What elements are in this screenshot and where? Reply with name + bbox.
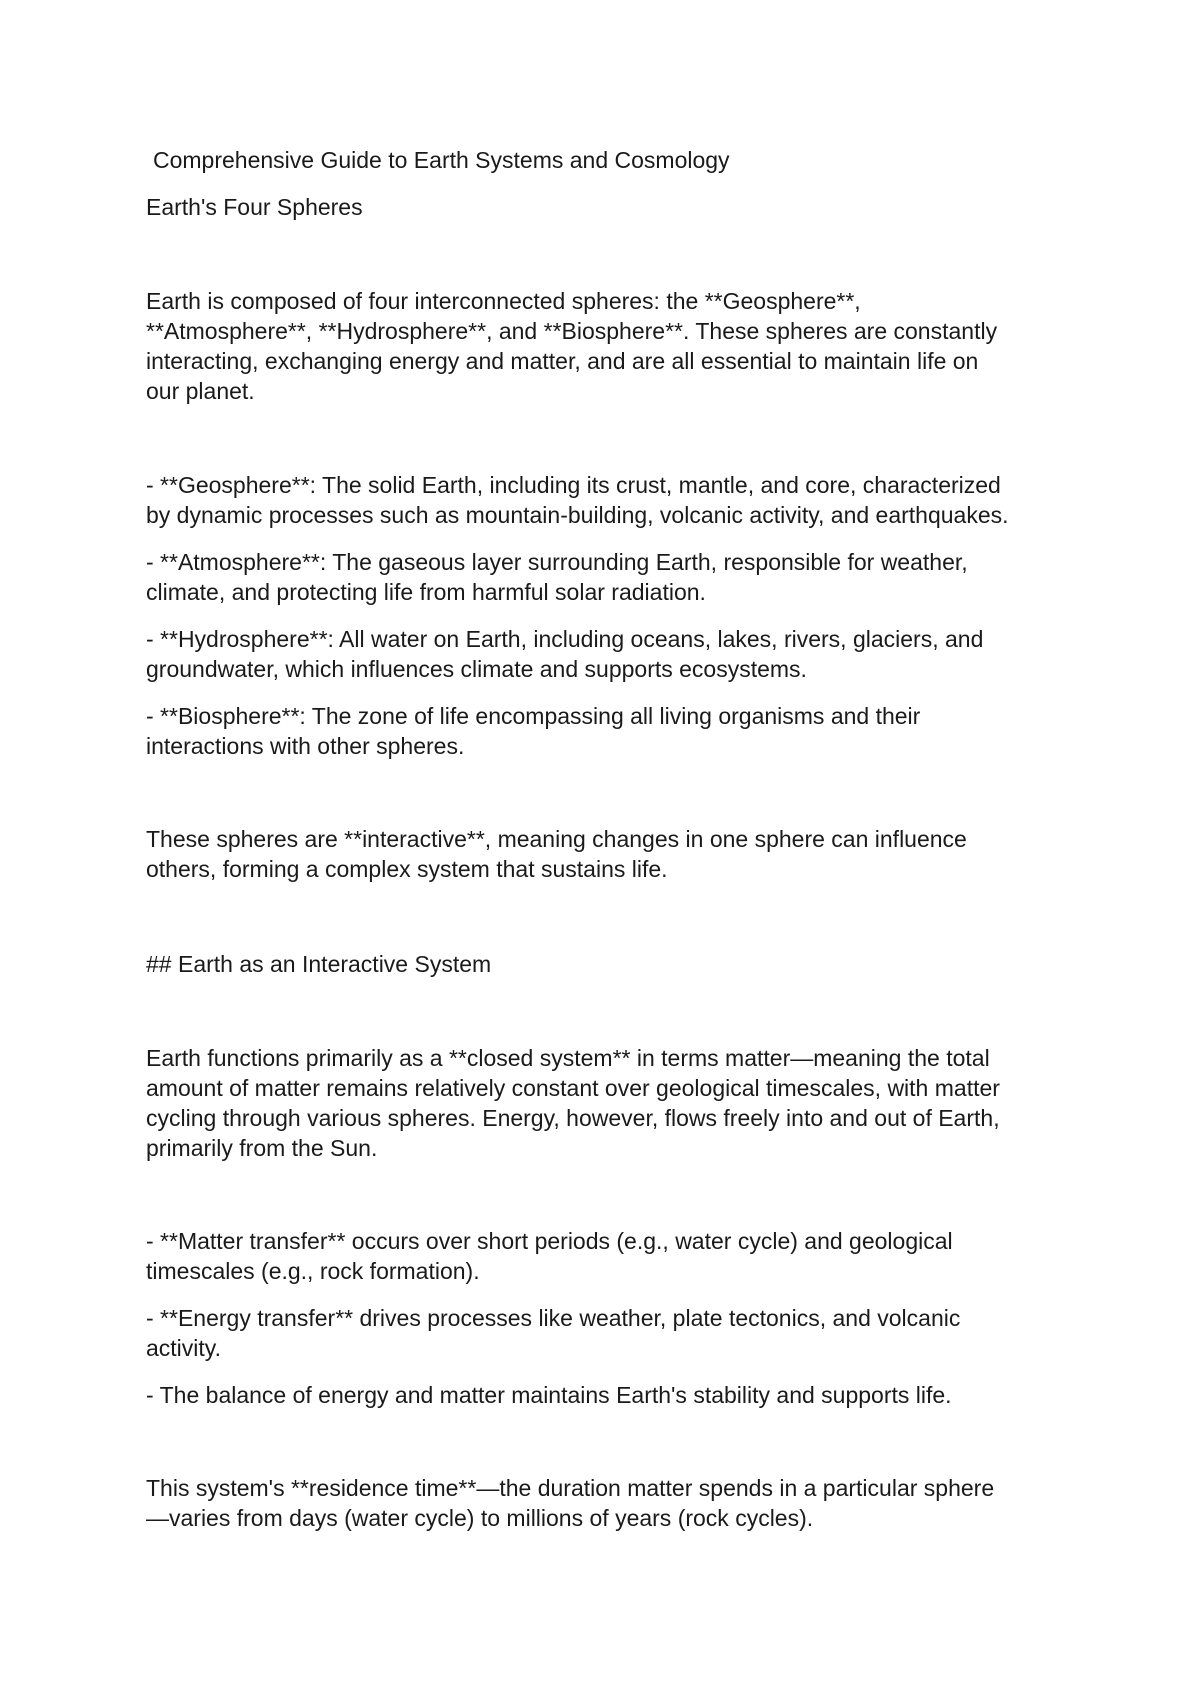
list-item-biosphere: interactions with other spheres. bbox=[146, 733, 465, 759]
residence-paragraph-line: —varies from days (water cycle) to millions of years (rock cycles). bbox=[146, 1505, 814, 1531]
residence-paragraph-line: This system's **residence time**—the duration matter spends in a particular sphere bbox=[146, 1475, 995, 1501]
system-paragraph-line: amount of matter remains relatively constant over geological timescales, with matter bbox=[146, 1075, 1000, 1101]
list-item-hydrosphere: - **Hydrosphere**: All water on Earth, including oceans, lakes, rivers, glaciers, and bbox=[146, 626, 984, 652]
list-item-energy-transfer: - **Energy transfer** drives processes like weather, plate tectonics, and volcanic bbox=[146, 1305, 961, 1331]
intro-line: interacting, exchanging energy and matter, and are all essential to maintain life on bbox=[146, 348, 979, 374]
system-paragraph-line: primarily from the Sun. bbox=[146, 1135, 378, 1161]
list-item-matter-transfer: timescales (e.g., rock formation). bbox=[146, 1258, 480, 1284]
list-item-atmosphere: climate, and protecting life from harmful solar radiation. bbox=[146, 579, 706, 605]
intro-line: Earth is composed of four interconnected spheres: the **Geosphere**, bbox=[146, 288, 861, 314]
list-item-matter-transfer: - **Matter transfer** occurs over short periods (e.g., water cycle) and geological bbox=[146, 1228, 953, 1254]
intro-line: **Atmosphere**, **Hydrosphere**, and **Biosphere**. These spheres are constantly bbox=[146, 318, 998, 344]
system-paragraph-line: cycling through various spheres. Energy, however, flows freely into and out of Earth, bbox=[146, 1105, 1000, 1131]
interactive-paragraph-line: others, forming a complex system that sustains life. bbox=[146, 856, 668, 882]
list-item-biosphere: - **Biosphere**: The zone of life encompassing all living organisms and their bbox=[146, 703, 921, 729]
interactive-paragraph-line: These spheres are **interactive**, meaning changes in one sphere can influence bbox=[146, 826, 967, 852]
section-heading-spheres: Earth's Four Spheres bbox=[146, 194, 363, 220]
list-item-hydrosphere: groundwater, which influences climate and supports ecosystems. bbox=[146, 656, 807, 682]
list-item-geosphere: by dynamic processes such as mountain-building, volcanic activity, and earthquakes. bbox=[146, 502, 1009, 528]
intro-line: our planet. bbox=[146, 378, 255, 404]
document-title: Comprehensive Guide to Earth Systems and Cosmology bbox=[153, 147, 730, 173]
list-item-energy-transfer: activity. bbox=[146, 1335, 221, 1361]
list-item-atmosphere: - **Atmosphere**: The gaseous layer surrounding Earth, responsible for weather, bbox=[146, 549, 968, 575]
list-item-geosphere: - **Geosphere**: The solid Earth, including its crust, mantle, and core, characterized bbox=[146, 472, 1001, 498]
section-heading-system: ## Earth as an Interactive System bbox=[146, 951, 492, 977]
list-item-balance: - The balance of energy and matter maintains Earth's stability and supports life. bbox=[146, 1382, 952, 1408]
system-paragraph-line: Earth functions primarily as a **closed system** in terms matter—meaning the total bbox=[146, 1045, 990, 1071]
